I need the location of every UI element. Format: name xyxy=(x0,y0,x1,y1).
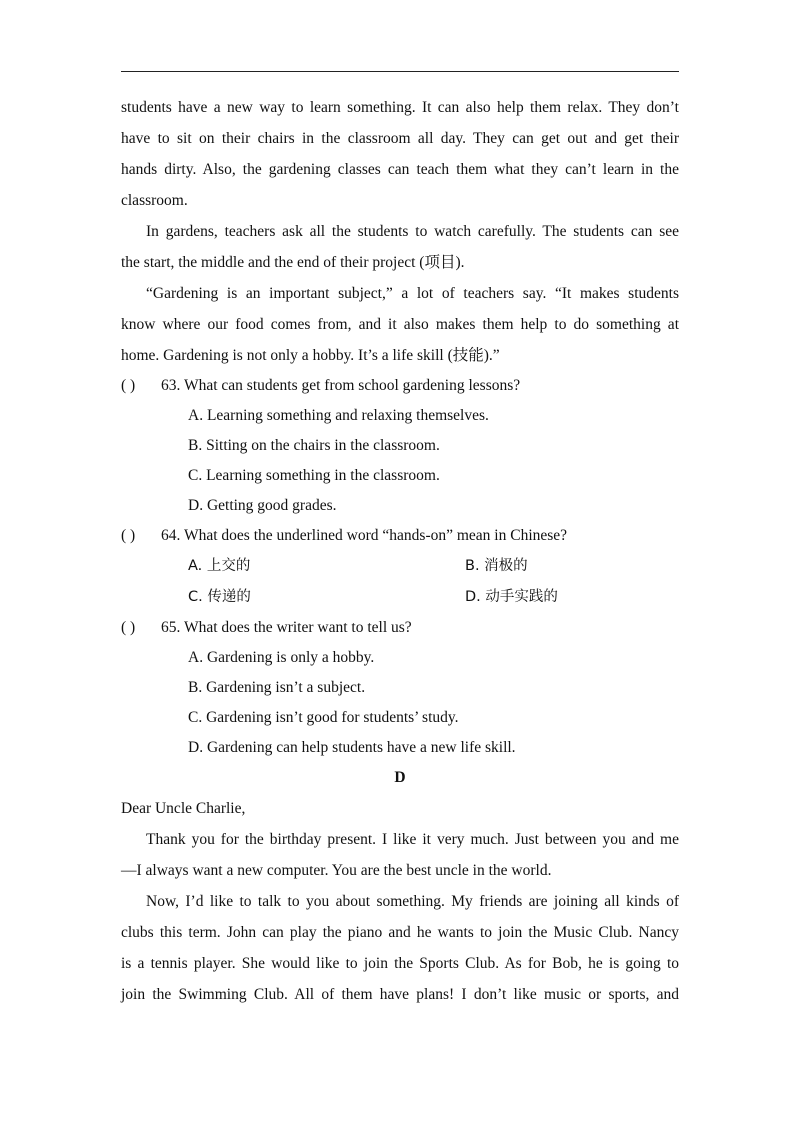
text-line: Now, I’d like to talk to you about something. My friends are joining all kinds of xyxy=(146,893,679,910)
question-text: 65. What does the writer want to tell us? xyxy=(161,619,412,636)
option-b: B. 消极的 xyxy=(465,558,528,574)
passage-paragraph-2 xyxy=(121,216,679,278)
header-rule xyxy=(121,71,679,72)
letter-paragraph-1 xyxy=(121,824,679,886)
option-a: A. 上交的 xyxy=(188,558,251,574)
option-b: B. Gardening isn’t a subject. xyxy=(188,679,366,696)
letter-paragraph-2 xyxy=(121,886,679,1010)
text-line: clubs this term. John can play the piano and he wants to join the Music Club. Nancy xyxy=(121,924,679,941)
document-body xyxy=(121,92,679,1010)
option-d: D. Gardening can help students have a new life skill. xyxy=(188,739,516,756)
text-line: “Gardening is an important subject,” a lot of teachers say. “It makes students xyxy=(146,285,679,302)
question-text: 64. What does the underlined word “hands-on” mean in Chinese? xyxy=(161,527,568,544)
option-c: C. 传递的 xyxy=(188,589,251,605)
text-line: know where our food comes from, and it also makes them help to do something at xyxy=(121,316,679,333)
question-65 xyxy=(121,613,679,763)
option-row xyxy=(121,582,679,613)
question-text: 63. What can students get from school gardening lessons? xyxy=(161,377,521,394)
letter-salutation: Dear Uncle Charlie, xyxy=(121,800,246,817)
option-a: A. Gardening is only a hobby. xyxy=(188,649,375,666)
text-line: Thank you for the birthday present. I like it very much. Just between you and me xyxy=(146,831,679,848)
question-stem xyxy=(121,371,679,401)
option-d: D. 动手实践的 xyxy=(465,589,558,605)
question-63 xyxy=(121,371,679,521)
passage-paragraph-1 xyxy=(121,92,679,216)
text-line: home. Gardening is not only a hobby. It’s a life skill (技能).” xyxy=(121,347,500,364)
text-line: have to sit on their chairs in the classroom all day. They can get out and get their xyxy=(121,130,679,147)
text-line: the start, the middle and the end of their project (项目). xyxy=(121,254,465,271)
option-c: C. Learning something in the classroom. xyxy=(188,467,440,484)
passage-paragraph-3 xyxy=(121,278,679,371)
option-row xyxy=(121,551,679,582)
option-c: C. Gardening isn’t good for students’ study. xyxy=(188,709,459,726)
question-stem xyxy=(121,613,679,643)
question-stem xyxy=(121,521,679,551)
answer-blank[interactable]: ( ) xyxy=(121,377,136,394)
text-line: is a tennis player. She would like to join the Sports Club. As for Bob, he is going to xyxy=(121,955,679,972)
text-line: In gardens, teachers ask all the students to watch carefully. The students can see xyxy=(146,223,679,240)
text-line: hands dirty. Also, the gardening classes can teach them what they can’t learn in the xyxy=(121,161,679,178)
answer-blank[interactable]: ( ) xyxy=(121,619,136,636)
text-line: join the Swimming Club. All of them have plans! I don’t like music or sports, and xyxy=(121,986,679,1003)
option-d: D. Getting good grades. xyxy=(188,497,337,514)
option-a: A. Learning something and relaxing themselves. xyxy=(188,407,489,424)
question-64 xyxy=(121,521,679,613)
answer-blank[interactable]: ( ) xyxy=(121,527,136,544)
text-line: —I always want a new computer. You are the best uncle in the world. xyxy=(121,862,552,879)
text-line: students have a new way to learn something. It can also help them relax. They don’t xyxy=(121,99,679,116)
section-heading: D xyxy=(394,769,406,786)
text-line: classroom. xyxy=(121,192,188,209)
option-b: B. Sitting on the chairs in the classroom. xyxy=(188,437,440,454)
